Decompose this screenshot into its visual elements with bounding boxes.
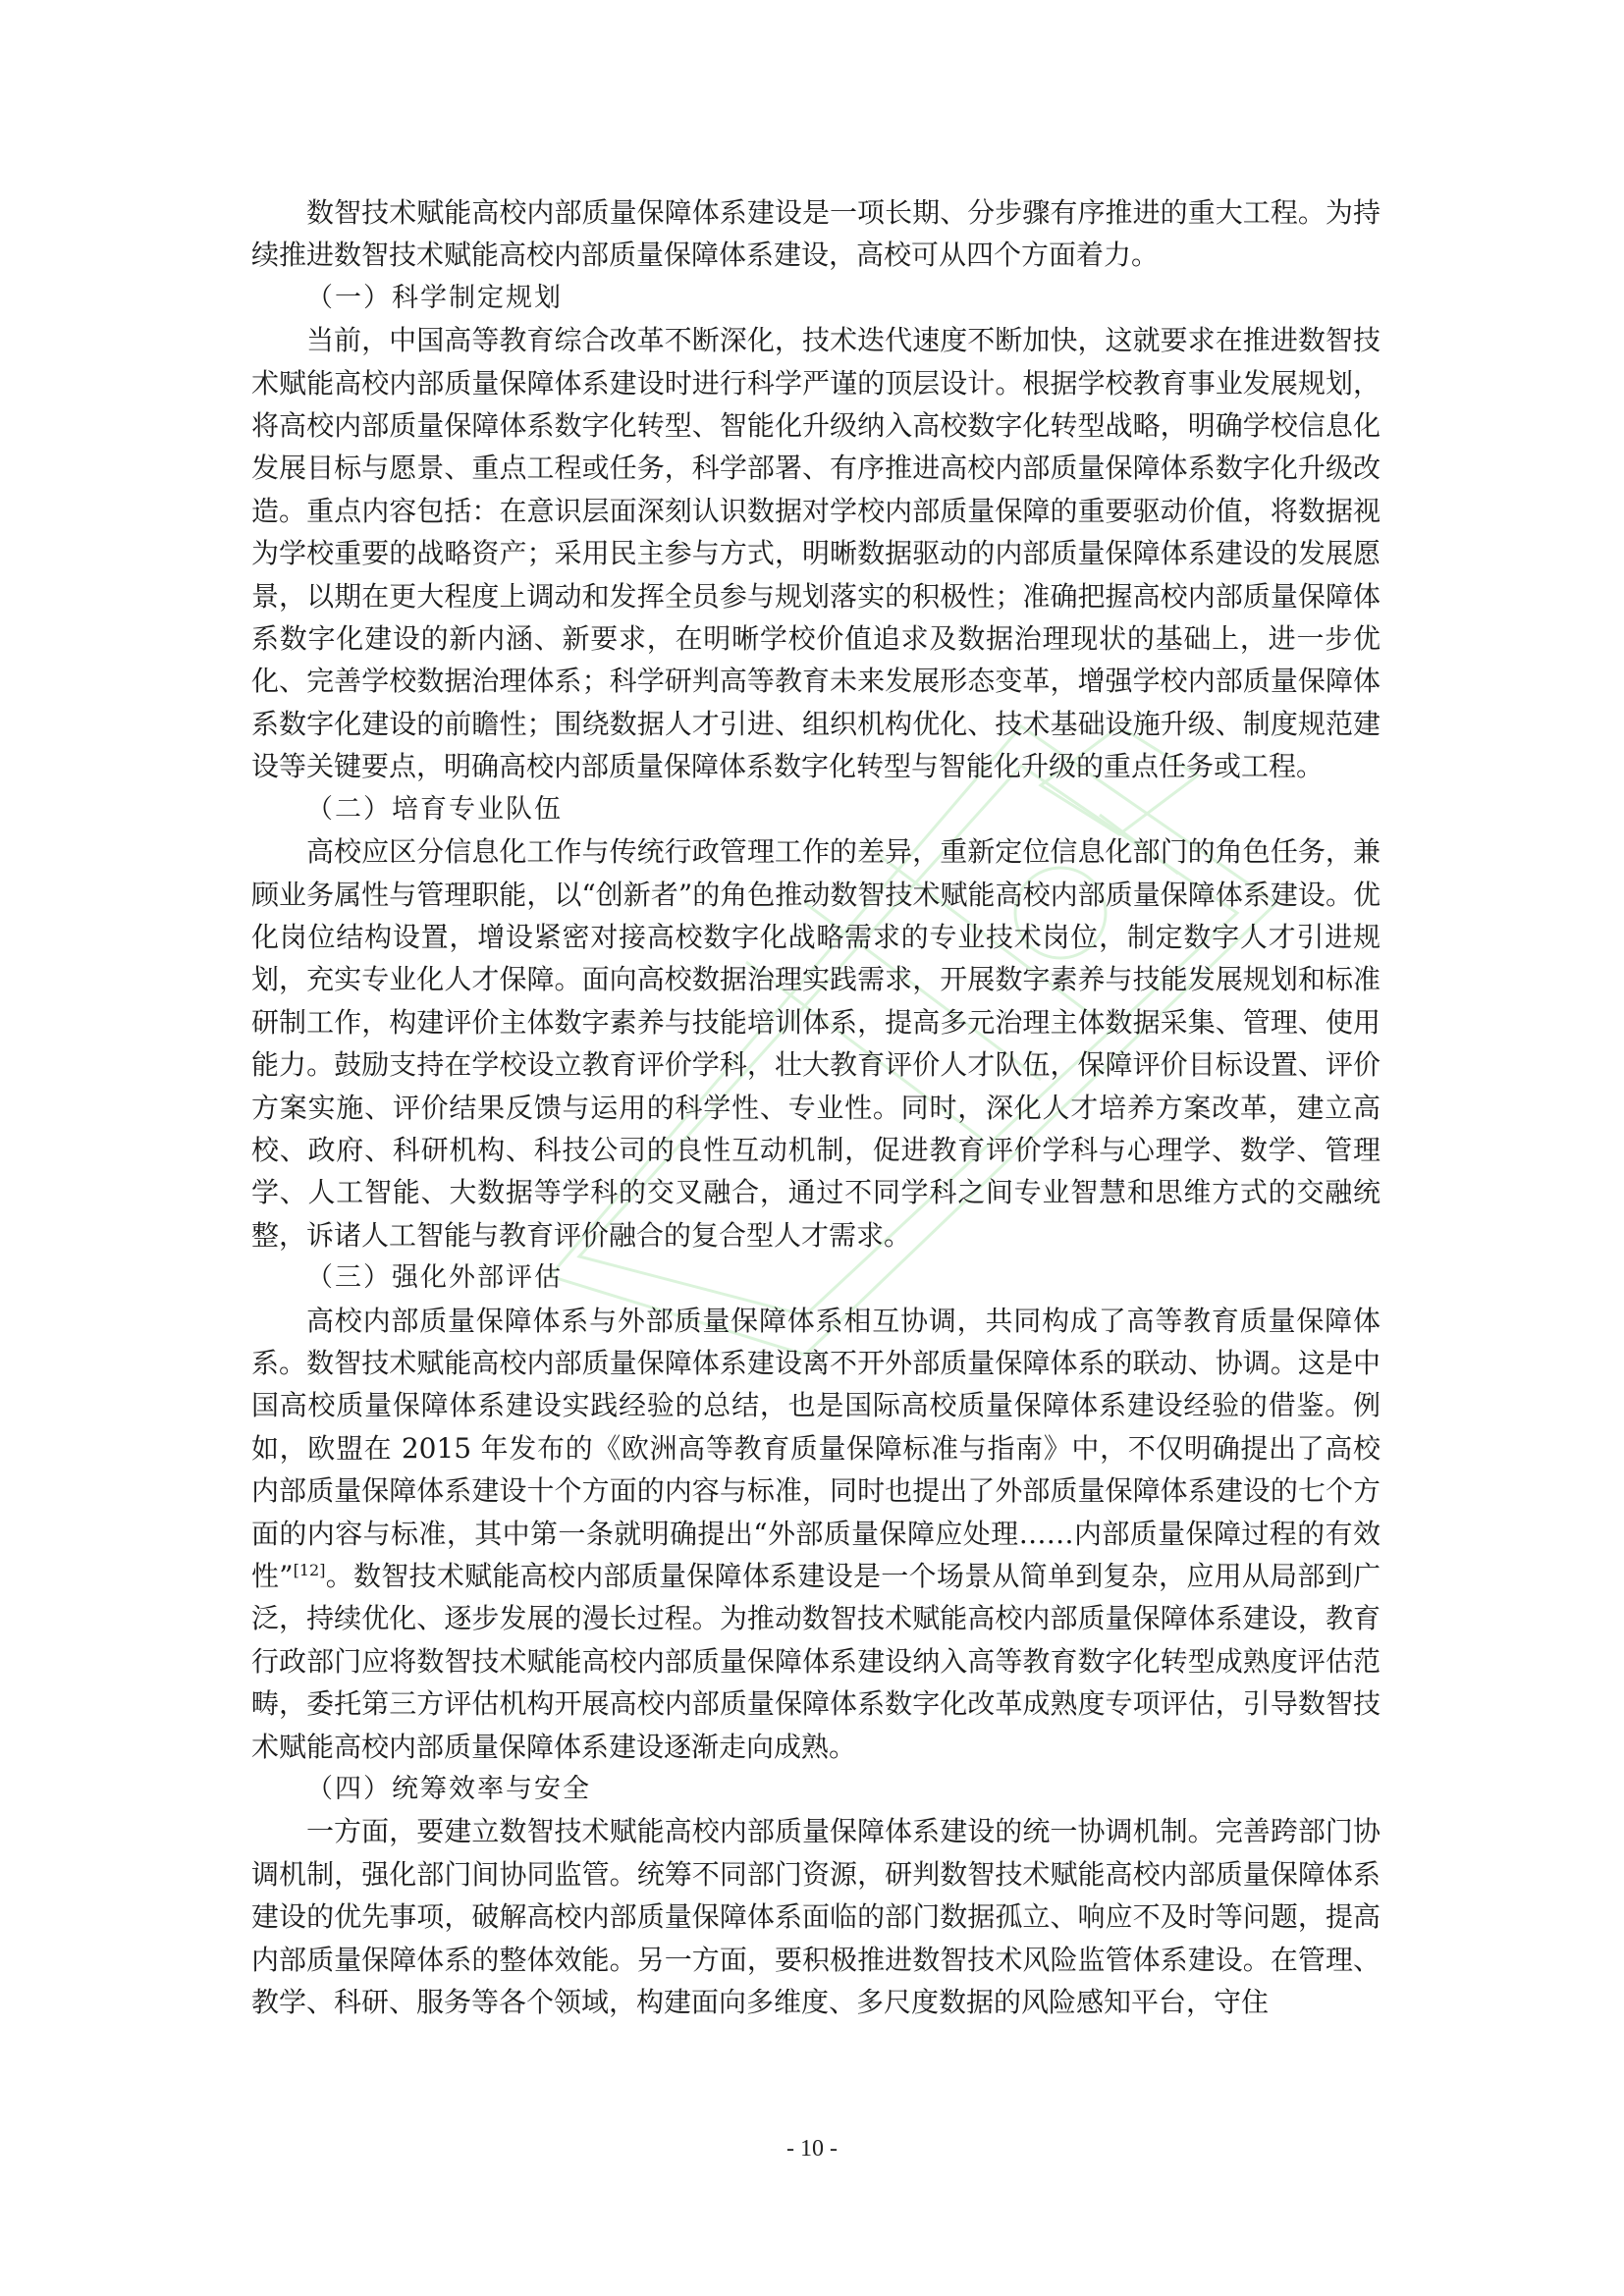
intro-paragraph: 数智技术赋能高校内部质量保障体系建设是一项长期、分步骤有序推进的重大工程。为持续推进数智技术赋能高校内部质量保障体系建设，高校可从四个方面着力。 — [251, 196, 1380, 272]
document-body — [251, 191, 1380, 2023]
section-4-paragraph: 一方面，要建立数智技术赋能高校内部质量保障体系建设的统一协调机制。完善跨部门协调机制，强化部门间协同监管。统筹不同部门资源，研判数智技术赋能高校内部质量保障体系建设的优先事项，破解高校内部质量保障体系面临的部门数据孤立、响应不及时等问题，提高内部质量保障体系的整体效能。另一方面，要积极推进数智技术风险监管体系建设。在管理、教学、科研、服务等各个领域，构建面向多维度、多尺度数据的风险感知平台，守住 — [251, 1815, 1380, 2019]
citation-reference: [12] — [293, 1561, 326, 1579]
section-3-text-part-1: 高校内部质量保障体系与外部质量保障体系相互协调，共同构成了高等教育质量保障体系。数智技术赋能高校内部质量保障体系建设离不开外部质量保障体系的联动、协调。这是中国高校质量保障体系建设实践经验的总结，也是国际高校质量保障体系建设经验的借鉴。例如，欧盟在 2015 年发布的《欧洲高等教育质量保障标准与指南》中，不仅明确提出了高校内部质量保障体系建设十个方面的内容与标准，同时也提出了外部质量保障体系建设的七个方面的内容与标准，其中第一条就明确提出“外部质量保障应处理……内部质量保障过程的有效性” — [251, 1304, 1380, 1592]
section-heading-1: （一）科学制定规划 — [306, 282, 563, 313]
section-heading-4: （四）统筹效率与安全 — [306, 1774, 591, 1805]
section-heading-3: （三）强化外部评估 — [306, 1262, 563, 1294]
section-2-paragraph: 高校应区分信息化工作与传统行政管理工作的差异，重新定位信息化部门的角色任务，兼顾业务属性与管理职能，以“创新者”的角色推动数智技术赋能高校内部质量保障体系建设。优化岗位结构设置，增设紧密对接高校数字化战略需求的专业技术岗位，制定数字人才引进规划，充实专业化人才保障。面向高校数据治理实践需求，开展数字素养与技能发展规划和标准研制工作，构建评价主体数字素养与技能培训体系，提高多元治理主体数据采集、管理、使用能力。鼓励支持在学校设立教育评价学科，壮大教育评价人才队伍，保障评价目标设置、评价方案实施、评价结果反馈与运用的科学性、专业性。同时，深化人才培养方案改革，建立高校、政府、科研机构、科技公司的良性互动机制，促进教育评价学科与心理学、数学、管理学、人工智能、大数据等学科的交叉融合，通过不同学科之间专业智慧和思维方式的交融统整，诉诸人工智能与教育评价融合的复合型人才需求。 — [251, 835, 1380, 1252]
section-3-text-part-2: 。数智技术赋能高校内部质量保障体系建设是一个场景从简单到复杂，应用从局部到广泛，持续优化、逐步发展的漫长过程。为推动数智技术赋能高校内部质量保障体系建设，教育行政部门应将数智技术赋能高校内部质量保障体系建设纳入高等教育数字化转型成熟度评估范畴，委托第三方评估机构开展高校内部质量保障体系数字化改革成熟度专项评估，引导数智技术赋能高校内部质量保障体系建设逐渐走向成熟。 — [251, 1560, 1380, 1763]
page-number: - 10 - — [786, 2136, 838, 2162]
section-heading-2: （二）培育专业队伍 — [306, 793, 563, 825]
section-3-paragraph — [251, 1300, 1380, 1768]
section-1-paragraph: 当前，中国高等教育综合改革不断深化，技术迭代速度不断加快，这就要求在推进数智技术赋能高校内部质量保障体系建设时进行科学严谨的顶层设计。根据学校教育事业发展规划，将高校内部质量保障体系数字化转型、智能化升级纳入高校数字化转型战略，明确学校信息化发展目标与愿景、重点工程或任务，科学部署、有序推进高校内部质量保障体系数字化升级改造。重点内容包括：在意识层面深刻认识数据对学校内部质量保障的重要驱动价值，将数据视为学校重要的战略资产；采用民主参与方式，明晰数据驱动的内部质量保障体系建设的发展愿景，以期在更大程度上调动和发挥全员参与规划落实的积极性；准确把握高校内部质量保障体系数字化建设的新内涵、新要求，在明晰学校价值追求及数据治理现状的基础上，进一步优化、完善学校数据治理体系；科学研判高等教育未来发展形态变革，增强学校内部质量保障体系数字化建设的前瞻性；围绕数据人才引进、组织机构优化、技术基础设施升级、制度规范建设等关键要点，明确高校内部质量保障体系数字化转型与智能化升级的重点任务或工程。 — [251, 324, 1380, 783]
